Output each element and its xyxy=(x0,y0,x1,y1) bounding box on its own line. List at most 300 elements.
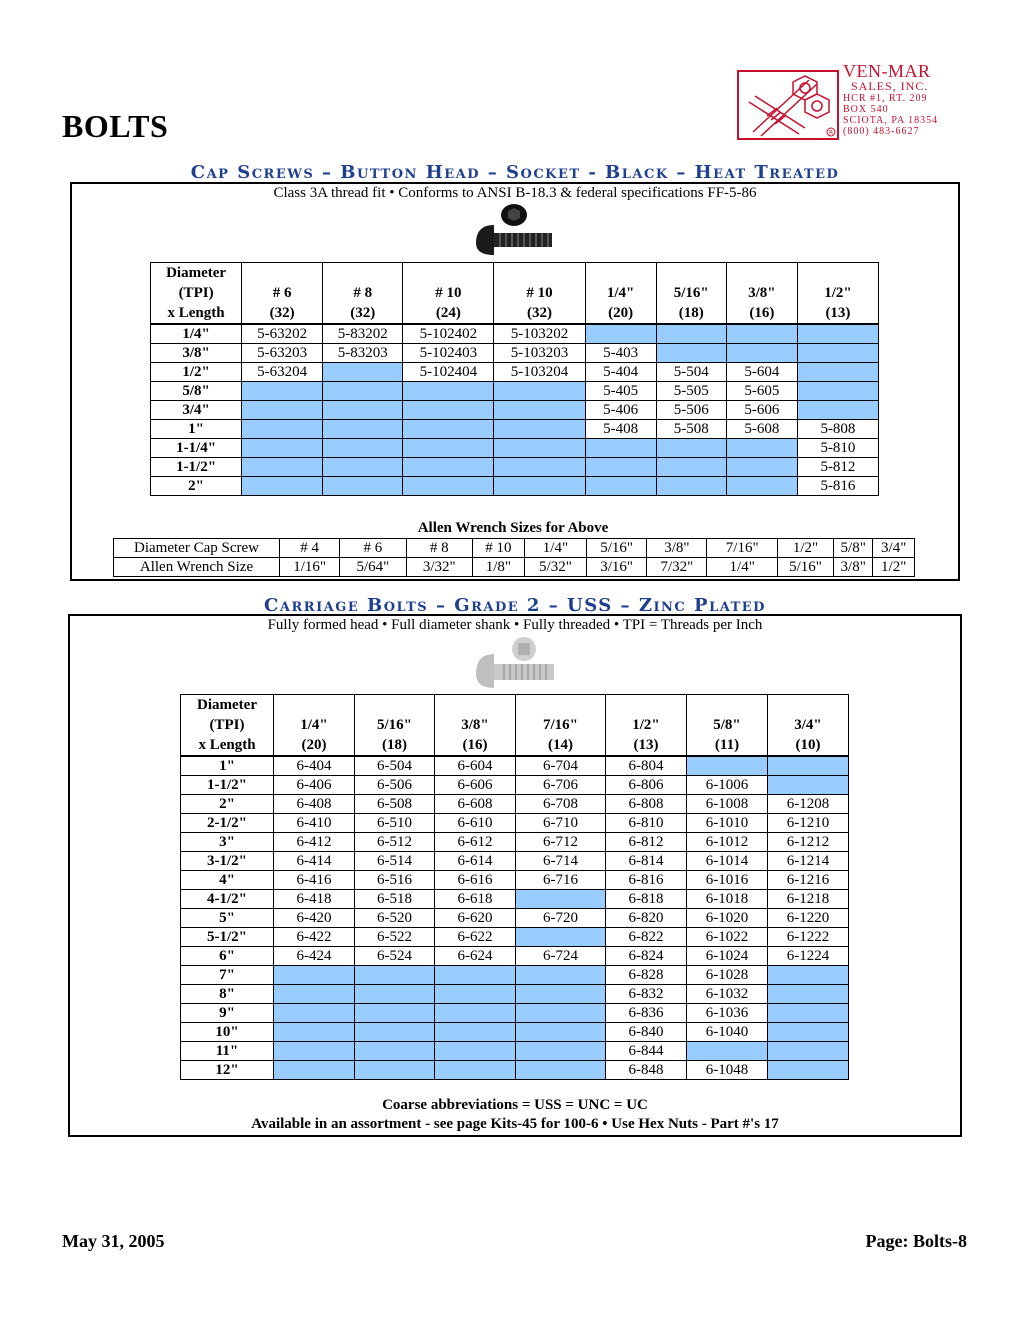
column-header xyxy=(768,695,849,757)
table-row xyxy=(181,1042,849,1061)
part-number-cell: 6-622 xyxy=(435,928,516,947)
column-size: # 10 xyxy=(526,285,553,301)
part-number-cell: 6-506 xyxy=(355,776,435,795)
wrench-value-cell: 5/32" xyxy=(524,558,586,577)
part-number-cell: 6-822 xyxy=(606,928,687,947)
unavailable-cell xyxy=(768,1023,849,1042)
part-number-cell: 6-1010 xyxy=(687,814,768,833)
row-length: 11" xyxy=(181,1042,274,1061)
svg-text:R: R xyxy=(829,129,834,137)
part-number-cell: 6-614 xyxy=(435,852,516,871)
part-number-cell: 6-1212 xyxy=(768,833,849,852)
column-size: 5/8" xyxy=(713,717,741,733)
column-header xyxy=(274,695,355,757)
assortment-note: Available in an assortment - see page Kits-45 for 100-6 • Use Hex Nuts - Part #'s 17 xyxy=(251,1116,779,1132)
column-header xyxy=(797,263,878,325)
column-size: 1/4" xyxy=(606,285,635,301)
unavailable-cell xyxy=(768,1042,849,1061)
unavailable-cell xyxy=(274,1023,355,1042)
footer-page-number: Page: Bolts-8 xyxy=(865,1231,967,1251)
part-number-cell: 6-828 xyxy=(606,966,687,985)
part-number-cell: 5-505 xyxy=(656,382,726,401)
part-number-cell: 5-810 xyxy=(797,439,878,458)
part-number-cell: 5-63203 xyxy=(242,344,323,363)
unavailable-cell xyxy=(726,477,797,496)
row-length: 3-1/2" xyxy=(181,852,274,871)
table-row xyxy=(151,477,879,496)
table-row xyxy=(151,439,879,458)
part-number-cell: 6-618 xyxy=(435,890,516,909)
part-number-cell: 6-704 xyxy=(516,756,606,776)
part-number-cell: 6-518 xyxy=(355,890,435,909)
carriage-bolts-section-title: Carriage Bolts – Grade 2 – USS – Zinc Plated xyxy=(264,595,766,616)
row-length: 10" xyxy=(181,1023,274,1042)
unavailable-cell xyxy=(323,382,403,401)
unavailable-cell xyxy=(516,1042,606,1061)
part-number-cell: 6-612 xyxy=(435,833,516,852)
row-length: 1-1/2" xyxy=(151,458,242,477)
unavailable-cell xyxy=(768,966,849,985)
wrench-value-cell: 3/8" xyxy=(647,539,707,558)
part-number-cell: 6-524 xyxy=(355,947,435,966)
cap-screws-subtitle: Class 3A thread fit • Conforms to ANSI B-18.3 & federal specifications FF-5-86 xyxy=(273,185,757,201)
column-header xyxy=(435,695,516,757)
unavailable-cell xyxy=(687,756,768,776)
table-row xyxy=(181,928,849,947)
column-tpi: (16) xyxy=(462,737,488,753)
unavailable-cell xyxy=(323,363,403,382)
part-number-cell: 6-1224 xyxy=(768,947,849,966)
column-size: 1/2" xyxy=(632,717,660,733)
unavailable-cell xyxy=(585,477,656,496)
part-number-cell: 6-806 xyxy=(606,776,687,795)
part-number-cell: 6-504 xyxy=(355,756,435,776)
wrench-value-cell: 1/16" xyxy=(280,558,340,577)
unavailable-cell xyxy=(768,985,849,1004)
unavailable-cell xyxy=(323,477,403,496)
table-row xyxy=(181,985,849,1004)
unavailable-cell xyxy=(494,458,585,477)
carriage-bolt-icon xyxy=(474,636,558,695)
part-number-cell: 5-816 xyxy=(797,477,878,496)
part-number-cell: 6-1220 xyxy=(768,909,849,928)
column-tpi: (32) xyxy=(527,305,553,321)
part-number-cell: 5-83203 xyxy=(323,344,403,363)
unavailable-cell xyxy=(355,1042,435,1061)
part-number-cell: 5-504 xyxy=(656,363,726,382)
unavailable-cell xyxy=(797,344,878,363)
unavailable-cell xyxy=(274,1061,355,1080)
column-header xyxy=(726,263,797,325)
unavailable-cell xyxy=(768,776,849,795)
unavailable-cell xyxy=(585,458,656,477)
wrench-value-cell: 1/4" xyxy=(524,539,586,558)
unavailable-cell xyxy=(403,439,494,458)
part-number-cell: 6-1014 xyxy=(687,852,768,871)
part-number-cell: 6-1048 xyxy=(687,1061,768,1080)
corner-header-line: (TPI) xyxy=(178,285,214,301)
part-number-cell: 5-604 xyxy=(726,363,797,382)
part-number-cell: 6-832 xyxy=(606,985,687,1004)
unavailable-cell xyxy=(656,458,726,477)
part-number-cell: 6-1016 xyxy=(687,871,768,890)
part-number-cell: 6-814 xyxy=(606,852,687,871)
table-row xyxy=(181,852,849,871)
unavailable-cell xyxy=(494,420,585,439)
column-size: # 6 xyxy=(272,285,292,301)
row-length: 2" xyxy=(151,477,242,496)
unavailable-cell xyxy=(516,928,606,947)
unavailable-cell xyxy=(435,1023,516,1042)
wrench-value-cell: # 4 xyxy=(280,539,340,558)
unavailable-cell xyxy=(585,324,656,344)
part-number-cell: 6-624 xyxy=(435,947,516,966)
part-number-cell: 6-824 xyxy=(606,947,687,966)
wrench-value-cell: # 6 xyxy=(340,539,406,558)
part-number-cell: 6-416 xyxy=(274,871,355,890)
company-line: HCR #1, RT. 209 xyxy=(843,93,928,104)
wrench-value-cell: 5/8" xyxy=(833,539,872,558)
column-tpi: (10) xyxy=(795,737,821,753)
part-number-cell: 6-708 xyxy=(516,795,606,814)
part-number-cell: 6-610 xyxy=(435,814,516,833)
part-number-cell: 6-820 xyxy=(606,909,687,928)
part-number-cell: 6-1024 xyxy=(687,947,768,966)
cap-screws-section-title: Cap Screws – Button Head – Socket - Black – Heat Treated xyxy=(190,162,840,183)
column-tpi: (13) xyxy=(633,737,659,753)
part-number-cell: 6-818 xyxy=(606,890,687,909)
part-number-cell: 6-716 xyxy=(516,871,606,890)
wrench-value-cell: 3/32" xyxy=(406,558,472,577)
part-number-cell: 5-83202 xyxy=(323,324,403,344)
corner-header-cell xyxy=(151,263,242,325)
part-number-cell: 6-1006 xyxy=(687,776,768,795)
part-number-cell: 6-714 xyxy=(516,852,606,871)
company-name: VEN-MAR xyxy=(843,61,931,81)
unavailable-cell xyxy=(516,1023,606,1042)
unavailable-cell xyxy=(494,439,585,458)
column-size: 5/16" xyxy=(673,285,709,301)
row-length: 5/8" xyxy=(151,382,242,401)
table-row xyxy=(181,966,849,985)
column-header xyxy=(403,263,494,325)
part-number-cell: 6-720 xyxy=(516,909,606,928)
unavailable-cell xyxy=(242,382,323,401)
unavailable-cell xyxy=(323,439,403,458)
unavailable-cell xyxy=(656,439,726,458)
part-number-cell: 6-520 xyxy=(355,909,435,928)
part-number-cell: 6-710 xyxy=(516,814,606,833)
part-number-cell: 6-1218 xyxy=(768,890,849,909)
part-number-cell: 5-405 xyxy=(585,382,656,401)
column-tpi: (18) xyxy=(678,305,704,321)
unavailable-cell xyxy=(516,1061,606,1080)
unavailable-cell xyxy=(403,458,494,477)
corner-header-line: x Length xyxy=(198,737,256,753)
part-number-cell: 5-404 xyxy=(585,363,656,382)
part-number-cell: 6-724 xyxy=(516,947,606,966)
part-number-cell: 6-514 xyxy=(355,852,435,871)
company-line: (800) 483-6627 xyxy=(843,126,920,137)
row-length: 5-1/2" xyxy=(181,928,274,947)
table-row xyxy=(151,382,879,401)
column-tpi: (13) xyxy=(825,305,851,321)
table-row xyxy=(181,1061,849,1080)
unavailable-cell xyxy=(516,966,606,985)
corner-header-cell xyxy=(181,695,274,757)
wrench-value-cell: # 10 xyxy=(472,539,524,558)
footer-date: May 31, 2005 xyxy=(62,1231,165,1251)
unavailable-cell xyxy=(242,420,323,439)
table-row xyxy=(151,344,879,363)
part-number-cell: 5-606 xyxy=(726,401,797,420)
column-size: 5/16" xyxy=(377,717,412,733)
unavailable-cell xyxy=(242,401,323,420)
table-row xyxy=(181,890,849,909)
unavailable-cell xyxy=(242,477,323,496)
table-row xyxy=(181,776,849,795)
part-number-cell: 6-418 xyxy=(274,890,355,909)
row-length: 2-1/2" xyxy=(181,814,274,833)
row-length: 1/2" xyxy=(151,363,242,382)
row-length: 1" xyxy=(151,420,242,439)
row-length: 4-1/2" xyxy=(181,890,274,909)
unavailable-cell xyxy=(403,382,494,401)
part-number-cell: 6-848 xyxy=(606,1061,687,1080)
unavailable-cell xyxy=(435,1042,516,1061)
part-number-cell: 5-605 xyxy=(726,382,797,401)
wrench-value-cell: 5/16" xyxy=(777,558,833,577)
part-number-cell: 6-844 xyxy=(606,1042,687,1061)
part-number-cell: 6-1012 xyxy=(687,833,768,852)
table-row xyxy=(181,1004,849,1023)
part-number-cell: 6-420 xyxy=(274,909,355,928)
part-number-cell: 6-522 xyxy=(355,928,435,947)
part-number-cell: 6-412 xyxy=(274,833,355,852)
wrench-value-cell: 7/32" xyxy=(647,558,707,577)
column-tpi: (32) xyxy=(350,305,376,321)
table-row xyxy=(181,1023,849,1042)
part-number-cell: 5-63204 xyxy=(242,363,323,382)
wrench-value-cell: 1/2" xyxy=(777,539,833,558)
table-row xyxy=(181,947,849,966)
unavailable-cell xyxy=(585,439,656,458)
part-number-cell: 6-1216 xyxy=(768,871,849,890)
part-number-cell: 6-1008 xyxy=(687,795,768,814)
part-number-cell: 5-406 xyxy=(585,401,656,420)
part-number-cell: 6-408 xyxy=(274,795,355,814)
part-number-cell: 6-406 xyxy=(274,776,355,795)
part-number-cell: 6-1214 xyxy=(768,852,849,871)
allen-wrench-table xyxy=(113,538,915,577)
wrench-value-cell: 5/16" xyxy=(587,539,647,558)
unavailable-cell xyxy=(323,458,403,477)
unavailable-cell xyxy=(768,756,849,776)
column-tpi: (20) xyxy=(301,737,327,753)
carriage-bolts-table xyxy=(180,694,849,1080)
unavailable-cell xyxy=(435,985,516,1004)
row-length: 1-1/2" xyxy=(181,776,274,795)
row-length: 5" xyxy=(181,909,274,928)
unavailable-cell xyxy=(516,1004,606,1023)
part-number-cell: 6-604 xyxy=(435,756,516,776)
row-length: 1/4" xyxy=(151,324,242,344)
company-line: SALES, INC. xyxy=(851,79,929,93)
part-number-cell: 6-706 xyxy=(516,776,606,795)
carriage-bolts-subtitle: Fully formed head • Full diameter shank • Fully threaded • TPI = Threads per Inch xyxy=(267,617,763,633)
corner-header-line: Diameter xyxy=(166,265,227,281)
part-number-cell: 6-620 xyxy=(435,909,516,928)
corner-header-line: x Length xyxy=(167,305,225,321)
unavailable-cell xyxy=(355,1061,435,1080)
wrench-value-cell: 3/4" xyxy=(873,539,915,558)
unavailable-cell xyxy=(274,966,355,985)
column-header xyxy=(516,695,606,757)
column-header xyxy=(585,263,656,325)
row-length: 3" xyxy=(181,833,274,852)
column-header xyxy=(242,263,323,325)
unavailable-cell xyxy=(494,401,585,420)
unavailable-cell xyxy=(355,966,435,985)
unavailable-cell xyxy=(687,1042,768,1061)
column-tpi: (20) xyxy=(608,305,634,321)
unavailable-cell xyxy=(656,477,726,496)
part-number-cell: 6-424 xyxy=(274,947,355,966)
wrench-row xyxy=(114,539,915,558)
part-number-cell: 6-508 xyxy=(355,795,435,814)
part-number-cell: 6-422 xyxy=(274,928,355,947)
part-number-cell: 6-616 xyxy=(435,871,516,890)
row-length: 3/4" xyxy=(151,401,242,420)
wrench-value-cell: 1/4" xyxy=(707,558,778,577)
row-length: 2" xyxy=(181,795,274,814)
wrench-value-cell: 3/8" xyxy=(833,558,872,577)
unavailable-cell xyxy=(403,420,494,439)
unavailable-cell xyxy=(797,324,878,344)
column-size: 3/8" xyxy=(748,285,776,301)
row-length: 9" xyxy=(181,1004,274,1023)
table-row xyxy=(151,420,879,439)
unavailable-cell xyxy=(768,1004,849,1023)
column-tpi: (18) xyxy=(382,737,407,753)
table-row xyxy=(151,401,879,420)
row-length: 6" xyxy=(181,947,274,966)
corner-header-line: Diameter xyxy=(197,697,257,713)
table-row xyxy=(181,871,849,890)
part-number-cell: 5-408 xyxy=(585,420,656,439)
table-row xyxy=(181,909,849,928)
wrench-value-cell: # 8 xyxy=(406,539,472,558)
unavailable-cell xyxy=(797,382,878,401)
unavailable-cell xyxy=(726,458,797,477)
table-row xyxy=(181,833,849,852)
wrench-value-cell: 3/16" xyxy=(587,558,647,577)
part-number-cell: 6-606 xyxy=(435,776,516,795)
part-number-cell: 6-840 xyxy=(606,1023,687,1042)
unavailable-cell xyxy=(242,439,323,458)
part-number-cell: 6-414 xyxy=(274,852,355,871)
column-header xyxy=(656,263,726,325)
row-length: 3/8" xyxy=(151,344,242,363)
part-number-cell: 5-506 xyxy=(656,401,726,420)
unavailable-cell xyxy=(355,1004,435,1023)
part-number-cell: 5-508 xyxy=(656,420,726,439)
part-number-cell: 5-403 xyxy=(585,344,656,363)
part-number-cell: 6-1020 xyxy=(687,909,768,928)
unavailable-cell xyxy=(768,1061,849,1080)
part-number-cell: 5-102404 xyxy=(403,363,494,382)
row-length: 8" xyxy=(181,985,274,1004)
unavailable-cell xyxy=(516,985,606,1004)
unavailable-cell xyxy=(656,324,726,344)
part-number-cell: 6-1028 xyxy=(687,966,768,985)
unavailable-cell xyxy=(516,890,606,909)
column-tpi: (14) xyxy=(548,737,573,753)
table-row xyxy=(181,756,849,776)
column-header xyxy=(606,695,687,757)
wrench-value-cell: 7/16" xyxy=(707,539,778,558)
column-tpi: (24) xyxy=(435,305,461,321)
wrench-table-title: Allen Wrench Sizes for Above xyxy=(417,520,609,536)
part-number-cell: 6-404 xyxy=(274,756,355,776)
wrench-row-label: Diameter Cap Screw xyxy=(114,539,280,558)
unavailable-cell xyxy=(797,401,878,420)
part-number-cell: 5-102402 xyxy=(403,324,494,344)
part-number-cell: 6-810 xyxy=(606,814,687,833)
column-size: 3/4" xyxy=(794,717,822,733)
coarse-abbreviations-note: Coarse abbreviations = USS = UNC = UC xyxy=(382,1097,648,1113)
part-number-cell: 5-608 xyxy=(726,420,797,439)
wrench-value-cell: 1/2" xyxy=(873,558,915,577)
column-tpi: (16) xyxy=(749,305,775,321)
unavailable-cell xyxy=(797,363,878,382)
part-number-cell: 6-804 xyxy=(606,756,687,776)
unavailable-cell xyxy=(274,1004,355,1023)
column-size: 7/16" xyxy=(543,717,578,733)
part-number-cell: 6-816 xyxy=(606,871,687,890)
column-size: 1/2" xyxy=(824,285,852,301)
company-line: BOX 540 xyxy=(843,104,889,115)
part-number-cell: 5-103202 xyxy=(494,324,585,344)
unavailable-cell xyxy=(435,1061,516,1080)
unavailable-cell xyxy=(726,439,797,458)
part-number-cell: 6-1222 xyxy=(768,928,849,947)
unavailable-cell xyxy=(355,985,435,1004)
part-number-cell: 6-1040 xyxy=(687,1023,768,1042)
part-number-cell: 6-1036 xyxy=(687,1004,768,1023)
header-row xyxy=(181,695,849,757)
row-length: 1" xyxy=(181,756,274,776)
column-header xyxy=(355,695,435,757)
table-row xyxy=(151,324,879,344)
wrench-row xyxy=(114,558,915,577)
table-row xyxy=(151,458,879,477)
part-number-cell: 6-410 xyxy=(274,814,355,833)
unavailable-cell xyxy=(274,1042,355,1061)
part-number-cell: 6-510 xyxy=(355,814,435,833)
part-number-cell: 6-608 xyxy=(435,795,516,814)
page-title: BOLTS xyxy=(62,108,169,144)
unavailable-cell xyxy=(435,1004,516,1023)
unavailable-cell xyxy=(726,344,797,363)
column-size: 3/8" xyxy=(461,717,489,733)
table-row xyxy=(181,814,849,833)
part-number-cell: 6-836 xyxy=(606,1004,687,1023)
unavailable-cell xyxy=(726,324,797,344)
wrench-value-cell: 5/64" xyxy=(340,558,406,577)
column-size: # 8 xyxy=(353,285,373,301)
column-header xyxy=(494,263,585,325)
